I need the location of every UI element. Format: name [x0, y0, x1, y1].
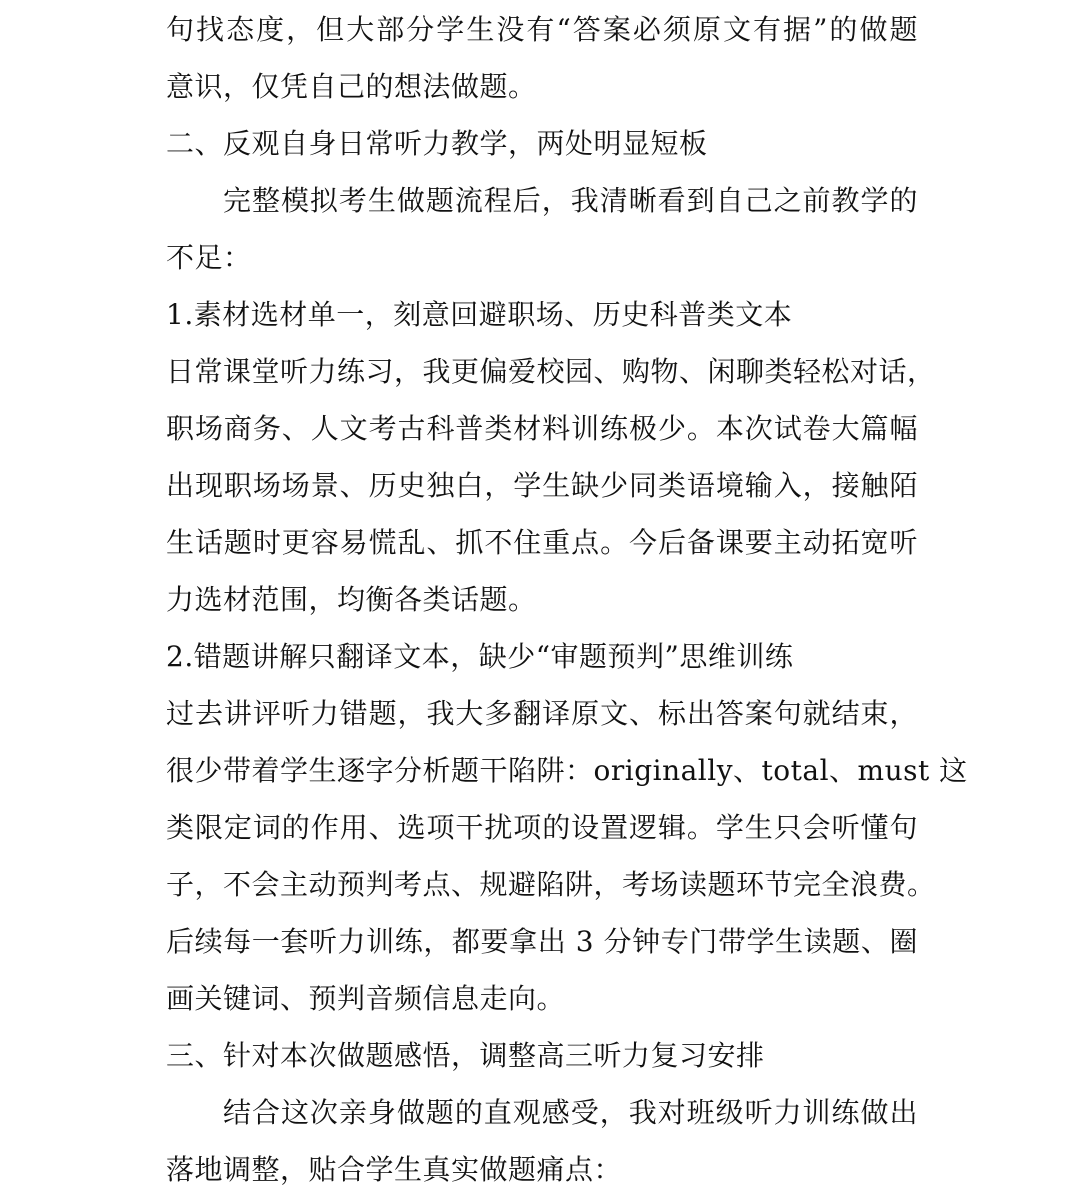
paragraph-line: 完整模拟考生做题流程后，我清晰看到自己之前教学的 [223, 184, 918, 217]
paragraph-line: 句找态度，但大部分学生没有“答案必须原文有据”的做题 [166, 13, 918, 46]
subheading-2: 2.错题讲解只翻译文本，缺少“审题预判”思维训练 [166, 640, 794, 673]
paragraph-line: 画关键词、预判音频信息走向。 [166, 982, 566, 1015]
paragraph-line: 日常课堂听力练习，我更偏爱校园、购物、闲聊类轻松对话， [166, 355, 936, 388]
paragraph-line: 落地调整，贴合学生真实做题痛点： [166, 1153, 623, 1186]
paragraph-line: 职场商务、人文考古科普类材料训练极少。本次试卷大篇幅 [166, 412, 918, 445]
paragraph-line: 生话题时更容易慌乱、抓不住重点。今后备课要主动拓宽听 [166, 526, 918, 559]
subheading-1: 1.素材选材单一，刻意回避职场、历史科普类文本 [166, 298, 793, 331]
paragraph-line: 出现职场场景、历史独白，学生缺少同类语境输入，接触陌 [166, 469, 918, 502]
section-heading-2: 二、反观自身日常听力教学，两处明显短板 [166, 127, 708, 160]
paragraph-line: 不足： [166, 241, 252, 274]
paragraph-line: 意识，仅凭自己的想法做题。 [166, 70, 537, 103]
section-heading-3: 三、针对本次做题感悟，调整高三听力复习安排 [166, 1039, 765, 1072]
paragraph-line: 子，不会主动预判考点、规避陷阱，考场读题环节完全浪费。 [166, 868, 936, 901]
paragraph-line: 很少带着学生逐字分析题干陷阱：originally、total、must 这 [166, 754, 968, 787]
paragraph-line: 类限定词的作用、选项干扰项的设置逻辑。学生只会听懂句 [166, 811, 918, 844]
paragraph-line: 后续每一套听力训练，都要拿出 3 分钟专门带学生读题、圈 [166, 925, 918, 958]
paragraph-line: 结合这次亲身做题的直观感受，我对班级听力训练做出 [223, 1096, 918, 1129]
paragraph-line: 过去讲评听力错题，我大多翻译原文、标出答案句就结束， [166, 697, 918, 730]
paragraph-line: 力选材范围，均衡各类话题。 [166, 583, 537, 616]
